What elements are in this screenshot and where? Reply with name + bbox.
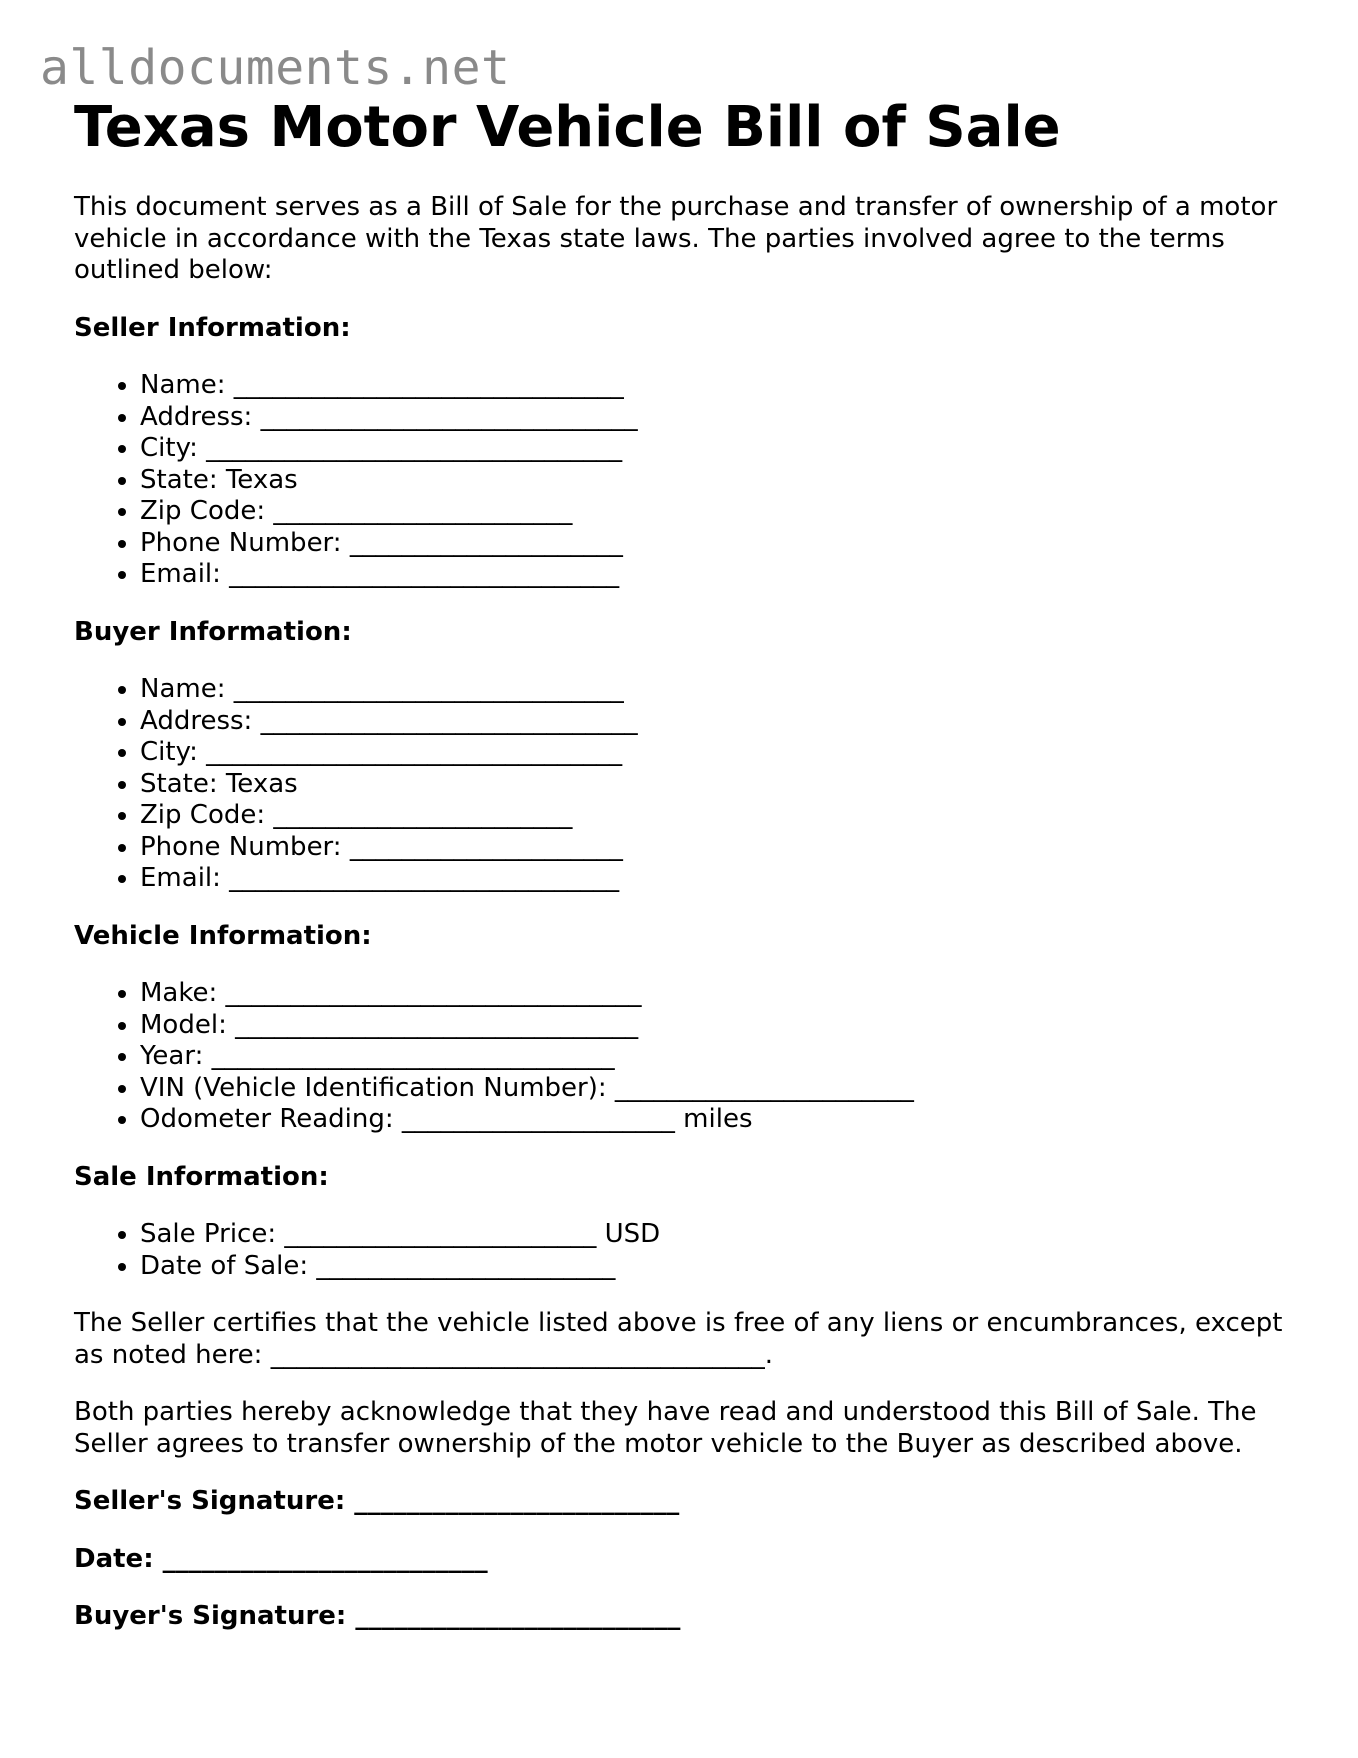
document-body bbox=[74, 192, 1294, 1659]
buyer-signature-line[interactable]: Buyer's Signature: _________________________ bbox=[74, 1601, 681, 1631]
seller-signature-line[interactable]: Seller's Signature: _________________________ bbox=[74, 1486, 680, 1516]
buyer-zip-field[interactable]: • Zip Code: _______________________ bbox=[140, 800, 1294, 832]
sale-date-field[interactable]: • Date of Sale: _______________________ bbox=[140, 1251, 1294, 1283]
buyer-section-heading: Buyer Information: bbox=[74, 616, 352, 647]
seller-address-field[interactable]: • Address: _____________________________ bbox=[140, 402, 1294, 434]
buyer-state-field: • State: Texas bbox=[140, 769, 1294, 801]
watermark-text: alldocuments.net bbox=[40, 40, 511, 96]
buyer-info-list bbox=[74, 674, 1294, 895]
vehicle-model-field[interactable]: • Model: _______________________________ bbox=[140, 1010, 1294, 1042]
vehicle-year-field[interactable]: • Year: _______________________________ bbox=[140, 1041, 1294, 1073]
buyer-email-field[interactable]: • Email: ______________________________ bbox=[140, 863, 1294, 895]
seller-email-field[interactable]: • Email: ______________________________ bbox=[140, 559, 1294, 591]
seller-city-field[interactable]: • City: ________________________________ bbox=[140, 433, 1294, 465]
seller-info-list bbox=[74, 370, 1294, 591]
buyer-city-field[interactable]: • City: ________________________________ bbox=[140, 737, 1294, 769]
seller-zip-field[interactable]: • Zip Code: _______________________ bbox=[140, 496, 1294, 528]
seller-state-field: • State: Texas bbox=[140, 465, 1294, 497]
buyer-phone-field[interactable]: • Phone Number: _____________________ bbox=[140, 832, 1294, 864]
page-title: Texas Motor Vehicle Bill of Sale bbox=[74, 95, 1061, 160]
vehicle-make-field[interactable]: • Make: ________________________________ bbox=[140, 978, 1294, 1010]
seller-name-field[interactable]: • Name: ______________________________ bbox=[140, 370, 1294, 402]
seller-phone-field[interactable]: • Phone Number: _____________________ bbox=[140, 528, 1294, 560]
vehicle-section-heading: Vehicle Information: bbox=[74, 920, 372, 951]
acknowledgment-paragraph: Both parties hereby acknowledge that they have read and understood this Bill of Sale. The Seller agrees to transfer ownership of the motor vehicle to the Buyer as described above. bbox=[74, 1397, 1257, 1459]
intro-paragraph: This document serves as a Bill of Sale for the purchase and transfer of ownership of a motor vehicle in accordance with the Texas state laws. The parties involved agree to the terms outlined below: bbox=[74, 192, 1278, 285]
seller-section-heading: Seller Information: bbox=[74, 312, 351, 343]
buyer-address-field[interactable]: • Address: _____________________________ bbox=[140, 706, 1294, 738]
vehicle-info-list bbox=[74, 978, 1294, 1136]
liens-paragraph[interactable]: The Seller certifies that the vehicle listed above is free of any liens or encumbrances, except as noted here: ______________________________________. bbox=[74, 1308, 1283, 1370]
sale-price-field[interactable]: • Sale Price: ________________________ USD bbox=[140, 1219, 1294, 1251]
buyer-name-field[interactable]: • Name: ______________________________ bbox=[140, 674, 1294, 706]
sale-info-list bbox=[74, 1219, 1294, 1282]
vehicle-odometer-field[interactable]: • Odometer Reading: _____________________ miles bbox=[140, 1104, 1294, 1136]
signature-date-line[interactable]: Date: _________________________ bbox=[74, 1543, 488, 1574]
vehicle-vin-field[interactable]: • VIN (Vehicle Identification Number): _______________________ bbox=[140, 1073, 1294, 1105]
sale-section-heading: Sale Information: bbox=[74, 1161, 329, 1192]
